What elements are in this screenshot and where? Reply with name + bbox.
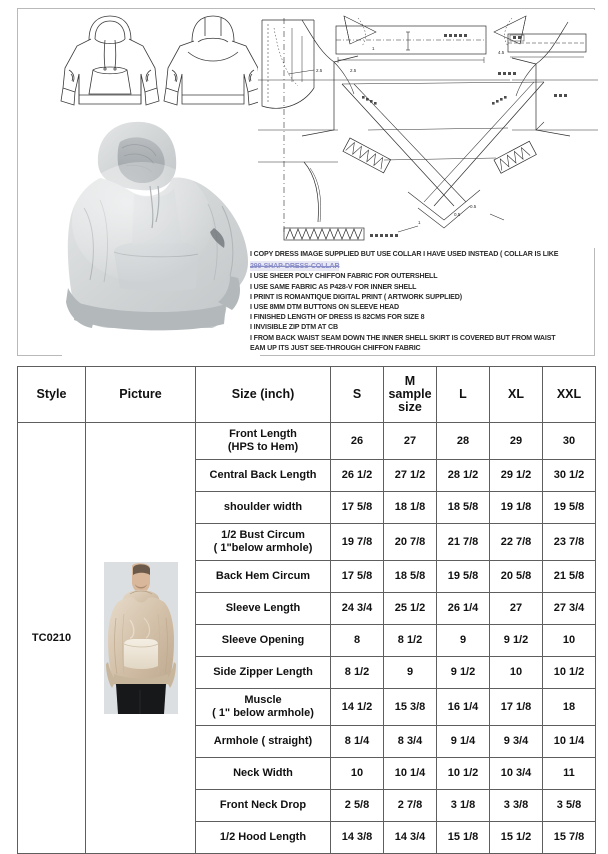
measurement-value-s: 17 5/8: [331, 561, 384, 593]
spec-note-line: I USE SHEER POLY CHIFFON FABRIC FOR OUTERSHELL: [250, 272, 438, 281]
measurement-value-xl: 29: [490, 423, 543, 460]
measurement-value-s: 8 1/2: [331, 657, 384, 689]
spec-note-line: I COPY DRESS IMAGE SUPPLIED BUT USE COLLAR I HAVE USED INSTEAD ( COLLAR IS LIKE: [250, 250, 559, 258]
measurement-value-xxl: 15 7/8: [543, 822, 596, 854]
measurement-value-l: 16 1/4: [437, 689, 490, 726]
measurement-value-m: 14 3/4: [384, 822, 437, 854]
measurement-value-xl: 10: [490, 657, 543, 689]
header-size-s: S: [331, 367, 384, 423]
measurement-value-s: 10: [331, 758, 384, 790]
measurement-value-xxl: 30: [543, 423, 596, 460]
measurement-name-cell: [196, 460, 331, 492]
measurement-name-cell: [196, 625, 331, 657]
measurement-value-s: 14 1/2: [331, 689, 384, 726]
measurement-value-xl: 19 1/8: [490, 492, 543, 524]
spec-notes-block: [250, 249, 602, 353]
measurement-spec-table: [17, 366, 596, 854]
measurement-name-line-1: Neck Width: [233, 767, 293, 779]
measurement-value-m: 2 7/8: [384, 790, 437, 822]
measurement-value-m: 8 1/2: [384, 625, 437, 657]
measurement-value-xl: 29 1/2: [490, 460, 543, 492]
measurement-value-m: 18 5/8: [384, 561, 437, 593]
spec-note-struck-link: 299-SHAP-DRESS-COLLAR: [250, 262, 340, 271]
measurement-value-s: 8 1/4: [331, 726, 384, 758]
svg-text:4.5: 4.5: [498, 50, 505, 55]
measurement-value-m: 9: [384, 657, 437, 689]
measurement-value-s: 26: [331, 423, 384, 460]
measurement-value-l: 3 1/8: [437, 790, 490, 822]
measurement-name-line-1: shoulder width: [223, 501, 303, 513]
spec-note-line: I PRINT IS ROMANTIQUE DIGITAL PRINT ( ARTWORK SUPPLIED): [250, 292, 462, 301]
measurement-value-xxl: 10 1/2: [543, 657, 596, 689]
tech-pack-top-panel: [0, 0, 608, 362]
svg-text:1: 1: [418, 220, 421, 225]
hoodie-flat-sketch-front: [55, 12, 165, 110]
measurement-value-xl: 9 3/4: [490, 726, 543, 758]
measurement-value-l: 28: [437, 423, 490, 460]
measurement-value-s: 14 3/8: [331, 822, 384, 854]
measurement-name-line-1: Front Length: [229, 428, 297, 440]
measurement-value-l: 9 1/2: [437, 657, 490, 689]
measurement-value-xl: 3 3/8: [490, 790, 543, 822]
svg-text:2.5: 2.5: [316, 68, 323, 73]
header-size-xl: XL: [490, 367, 543, 423]
measurement-value-xxl: 27 3/4: [543, 593, 596, 625]
table-row: [18, 423, 596, 460]
measurement-value-xxl: 10 1/4: [543, 726, 596, 758]
header-size-xxl: XXL: [543, 367, 596, 423]
measurement-value-s: 8: [331, 625, 384, 657]
measurement-spec-table-container: [17, 366, 595, 854]
measurement-name-cell: [196, 561, 331, 593]
measurement-name-cell: [196, 657, 331, 689]
measurement-name-cell: [196, 726, 331, 758]
header-m-letter: M: [404, 374, 416, 388]
measurement-name-line-2: ( 1"below armhole): [213, 542, 313, 554]
measurement-value-m: 15 3/8: [384, 689, 437, 726]
header-picture: Picture: [86, 367, 196, 423]
measurement-name-line-1: Side Zipper Length: [213, 666, 313, 678]
measurement-name-cell: [196, 593, 331, 625]
measurement-value-l: 28 1/2: [437, 460, 490, 492]
measurement-value-s: 24 3/4: [331, 593, 384, 625]
measurement-value-l: 26 1/4: [437, 593, 490, 625]
measurement-name-line-1: Back Hem Circum: [215, 570, 311, 582]
measurement-value-l: 21 7/8: [437, 524, 490, 561]
measurement-name-line-1: Muscle: [244, 694, 282, 706]
measurement-value-xxl: 21 5/8: [543, 561, 596, 593]
measurement-name-cell: [196, 492, 331, 524]
measurement-name-line-1: Front Neck Drop: [219, 799, 307, 811]
measurement-name-line-1: 1/2 Hood Length: [219, 831, 307, 843]
measurement-value-xxl: 11: [543, 758, 596, 790]
measurement-value-s: 2 5/8: [331, 790, 384, 822]
measurement-value-m: 25 1/2: [384, 593, 437, 625]
table-header-row: [18, 367, 596, 423]
measurement-value-l: 9: [437, 625, 490, 657]
measurement-value-xl: 22 7/8: [490, 524, 543, 561]
measurement-value-l: 10 1/2: [437, 758, 490, 790]
measurement-value-xxl: 10: [543, 625, 596, 657]
measurement-value-m: 8 3/4: [384, 726, 437, 758]
measurement-value-m: 27: [384, 423, 437, 460]
measurement-value-s: 17 5/8: [331, 492, 384, 524]
svg-text:0.5: 0.5: [454, 212, 461, 217]
measurement-value-m: 27 1/2: [384, 460, 437, 492]
svg-text:0.5: 0.5: [470, 204, 477, 209]
measurement-name-line-1: Sleeve Opening: [221, 634, 305, 646]
spec-note-line: EAM UP ITS JUST SEE-THROUGH CHIFFON FABRIC: [250, 343, 421, 352]
spec-note-line: I FROM BACK WAIST SEAM DOWN THE INNER SHELL SKIRT IS COVERED BUT FROM WAIST: [250, 333, 556, 342]
measurement-name-cell: [196, 689, 331, 726]
measurement-name-cell: [196, 790, 331, 822]
measurement-name-line-2: (HPS to Hem): [227, 441, 299, 453]
measurement-value-xxl: 3 5/8: [543, 790, 596, 822]
measurement-value-l: 19 5/8: [437, 561, 490, 593]
measurement-value-l: 9 1/4: [437, 726, 490, 758]
measurement-value-m: 20 7/8: [384, 524, 437, 561]
product-picture-cell: [86, 423, 196, 854]
measurement-name-cell: [196, 758, 331, 790]
measurement-value-s: 26 1/2: [331, 460, 384, 492]
spec-note-line: I INVISIBLE ZIP DTM AT CB: [250, 323, 338, 332]
grey-hoodie-photograph: [62, 112, 260, 357]
header-size-l: L: [437, 367, 490, 423]
measurement-value-l: 18 5/8: [437, 492, 490, 524]
header-m-size: size: [398, 400, 422, 414]
header-size-m-sample: [384, 367, 437, 423]
header-m-sample: sample: [388, 387, 432, 401]
spec-note-line: I USE 8MM DTM BUTTONS ON SLEEVE HEAD: [250, 303, 399, 312]
measurement-value-l: 15 1/8: [437, 822, 490, 854]
svg-text:2.5: 2.5: [350, 68, 357, 73]
measurement-value-m: 18 1/8: [384, 492, 437, 524]
measurement-name-line-1: Sleeve Length: [225, 602, 301, 614]
measurement-value-s: 19 7/8: [331, 524, 384, 561]
measurement-value-xxl: 18: [543, 689, 596, 726]
measurement-name-line-1: Armhole ( straight): [213, 735, 313, 747]
measurement-value-xl: 10 3/4: [490, 758, 543, 790]
model-wearing-beige-hoodie: [104, 562, 178, 714]
measurement-value-m: 10 1/4: [384, 758, 437, 790]
spec-note-line: I FINISHED LENGTH OF DRESS IS 82CMS FOR SIZE 8: [250, 313, 425, 322]
header-style: Style: [18, 367, 86, 423]
measurement-value-xl: 27: [490, 593, 543, 625]
style-code-cell: TC0210: [18, 423, 86, 854]
measurement-value-xl: 15 1/2: [490, 822, 543, 854]
measurement-value-xxl: 19 5/8: [543, 492, 596, 524]
measurement-name-cell: [196, 822, 331, 854]
measurement-name-cell: [196, 524, 331, 561]
measurement-value-xl: 9 1/2: [490, 625, 543, 657]
hoodie-flat-sketch-back: [158, 12, 268, 110]
measurement-name-line-1: 1/2 Bust Circum: [221, 529, 305, 541]
spec-note-line: I USE SAME FABRIC AS P428-V FOR INNER SHELL: [250, 282, 417, 291]
measurement-name-line-1: Central Back Length: [209, 469, 317, 481]
measurement-value-xl: 17 1/8: [490, 689, 543, 726]
svg-text:1: 1: [372, 46, 375, 51]
header-size: Size (inch): [196, 367, 331, 423]
pattern-draft-technical-drawing: [258, 10, 598, 248]
measurement-value-xxl: 23 7/8: [543, 524, 596, 561]
measurement-name-cell: [196, 423, 331, 460]
measurement-name-line-2: ( 1" below armhole): [212, 707, 314, 719]
measurement-value-xxl: 30 1/2: [543, 460, 596, 492]
measurement-value-xl: 20 5/8: [490, 561, 543, 593]
